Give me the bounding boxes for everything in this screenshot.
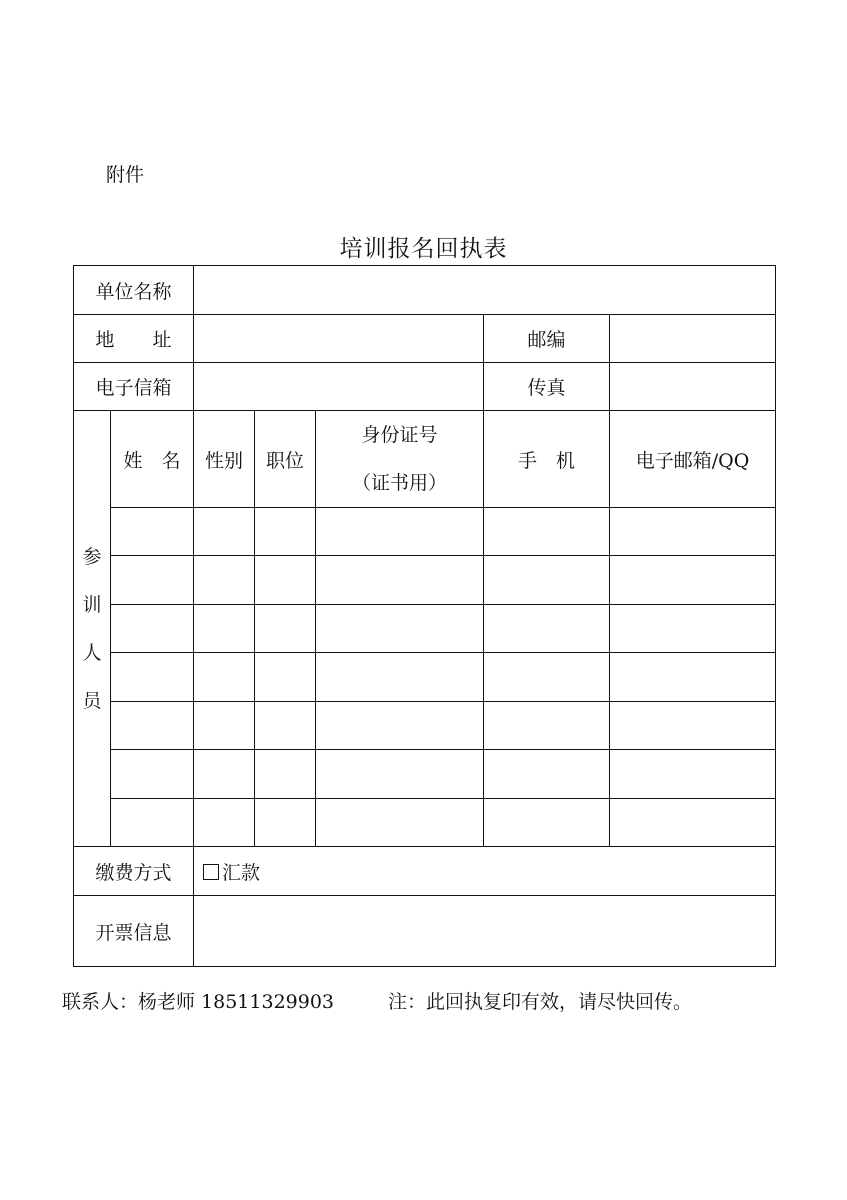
header-email-qq: 电子邮箱/QQ — [610, 411, 776, 508]
invoice-info-label: 开票信息 — [74, 896, 194, 967]
participant-position-cell[interactable] — [255, 799, 316, 847]
table-row — [74, 508, 776, 556]
participant-position-cell[interactable] — [255, 702, 316, 750]
footer — [62, 987, 693, 1014]
participant-position-cell[interactable] — [255, 508, 316, 556]
address-field[interactable] — [194, 315, 484, 363]
participant-gender-cell[interactable] — [194, 508, 255, 556]
participant-gender-cell[interactable] — [194, 750, 255, 799]
participant-gender-cell[interactable] — [194, 556, 255, 605]
unit-name-field[interactable] — [194, 266, 776, 315]
participant-name-cell[interactable] — [111, 508, 194, 556]
participant-mobile-cell[interactable] — [484, 750, 610, 799]
participant-email-cell[interactable] — [610, 508, 776, 556]
participant-id-cell[interactable] — [316, 605, 484, 653]
participant-name-cell[interactable] — [111, 750, 194, 799]
participant-position-cell[interactable] — [255, 605, 316, 653]
participant-mobile-cell[interactable] — [484, 702, 610, 750]
participant-position-cell[interactable] — [255, 556, 316, 605]
table-row — [74, 702, 776, 750]
header-id-line1: 身份证号 — [361, 424, 438, 446]
participant-email-cell[interactable] — [610, 702, 776, 750]
email-label: 电子信箱 — [74, 363, 194, 411]
participant-id-cell[interactable] — [316, 750, 484, 799]
payment-method-label: 缴费方式 — [74, 847, 194, 896]
header-position: 职位 — [255, 411, 316, 508]
participant-name-cell[interactable] — [111, 653, 194, 702]
header-mobile: 手 机 — [484, 411, 610, 508]
postcode-label: 邮编 — [484, 315, 610, 363]
participant-email-cell[interactable] — [610, 556, 776, 605]
participant-mobile-cell[interactable] — [484, 508, 610, 556]
participant-email-cell[interactable] — [610, 653, 776, 702]
header-id-line2: （证书用） — [352, 472, 448, 494]
participant-name-cell[interactable] — [111, 605, 194, 653]
participant-gender-cell[interactable] — [194, 605, 255, 653]
participant-name-cell[interactable] — [111, 799, 194, 847]
side-char: 员 — [82, 689, 102, 712]
participants-side-label — [74, 411, 111, 847]
header-name: 姓 名 — [111, 411, 194, 508]
payment-method-field — [194, 847, 776, 896]
participant-id-cell[interactable] — [316, 508, 484, 556]
form-title: 培训报名回执表 — [339, 236, 508, 262]
side-char: 参 — [82, 545, 102, 568]
participant-position-cell[interactable] — [255, 653, 316, 702]
participant-mobile-cell[interactable] — [484, 653, 610, 702]
header-gender: 性别 — [194, 411, 255, 508]
table-row — [74, 605, 776, 653]
header-id-number — [316, 411, 484, 508]
participant-email-cell[interactable] — [610, 750, 776, 799]
participant-gender-cell[interactable] — [194, 653, 255, 702]
postcode-field[interactable] — [610, 315, 776, 363]
participant-name-cell[interactable] — [111, 556, 194, 605]
participant-mobile-cell[interactable] — [484, 799, 610, 847]
participant-position-cell[interactable] — [255, 750, 316, 799]
participant-gender-cell[interactable] — [194, 702, 255, 750]
table-row — [74, 799, 776, 847]
participant-mobile-cell[interactable] — [484, 556, 610, 605]
side-char: 训 — [82, 593, 102, 616]
contact-info: 联系人：杨老师 18511329903 — [62, 991, 335, 1013]
participant-id-cell[interactable] — [316, 702, 484, 750]
attachment-label: 附件 — [106, 164, 145, 186]
participant-id-cell[interactable] — [316, 799, 484, 847]
side-char: 人 — [82, 641, 102, 664]
participant-id-cell[interactable] — [316, 653, 484, 702]
fax-field[interactable] — [610, 363, 776, 411]
table-row — [74, 653, 776, 702]
remittance-option-label: 汇款 — [222, 861, 261, 884]
address-label: 地 址 — [74, 315, 194, 363]
table-row — [74, 750, 776, 799]
invoice-info-field[interactable] — [194, 896, 776, 967]
email-field[interactable] — [194, 363, 484, 411]
unit-name-label: 单位名称 — [74, 266, 194, 315]
registration-form-table — [73, 265, 776, 967]
participant-id-cell[interactable] — [316, 556, 484, 605]
participant-email-cell[interactable] — [610, 799, 776, 847]
table-row — [74, 556, 776, 605]
participant-email-cell[interactable] — [610, 605, 776, 653]
participant-mobile-cell[interactable] — [484, 605, 610, 653]
participant-name-cell[interactable] — [111, 702, 194, 750]
footer-note: 注：此回执复印有效，请尽快回传。 — [388, 991, 693, 1013]
fax-label: 传真 — [484, 363, 610, 411]
remittance-checkbox[interactable] — [203, 864, 219, 880]
participant-gender-cell[interactable] — [194, 799, 255, 847]
